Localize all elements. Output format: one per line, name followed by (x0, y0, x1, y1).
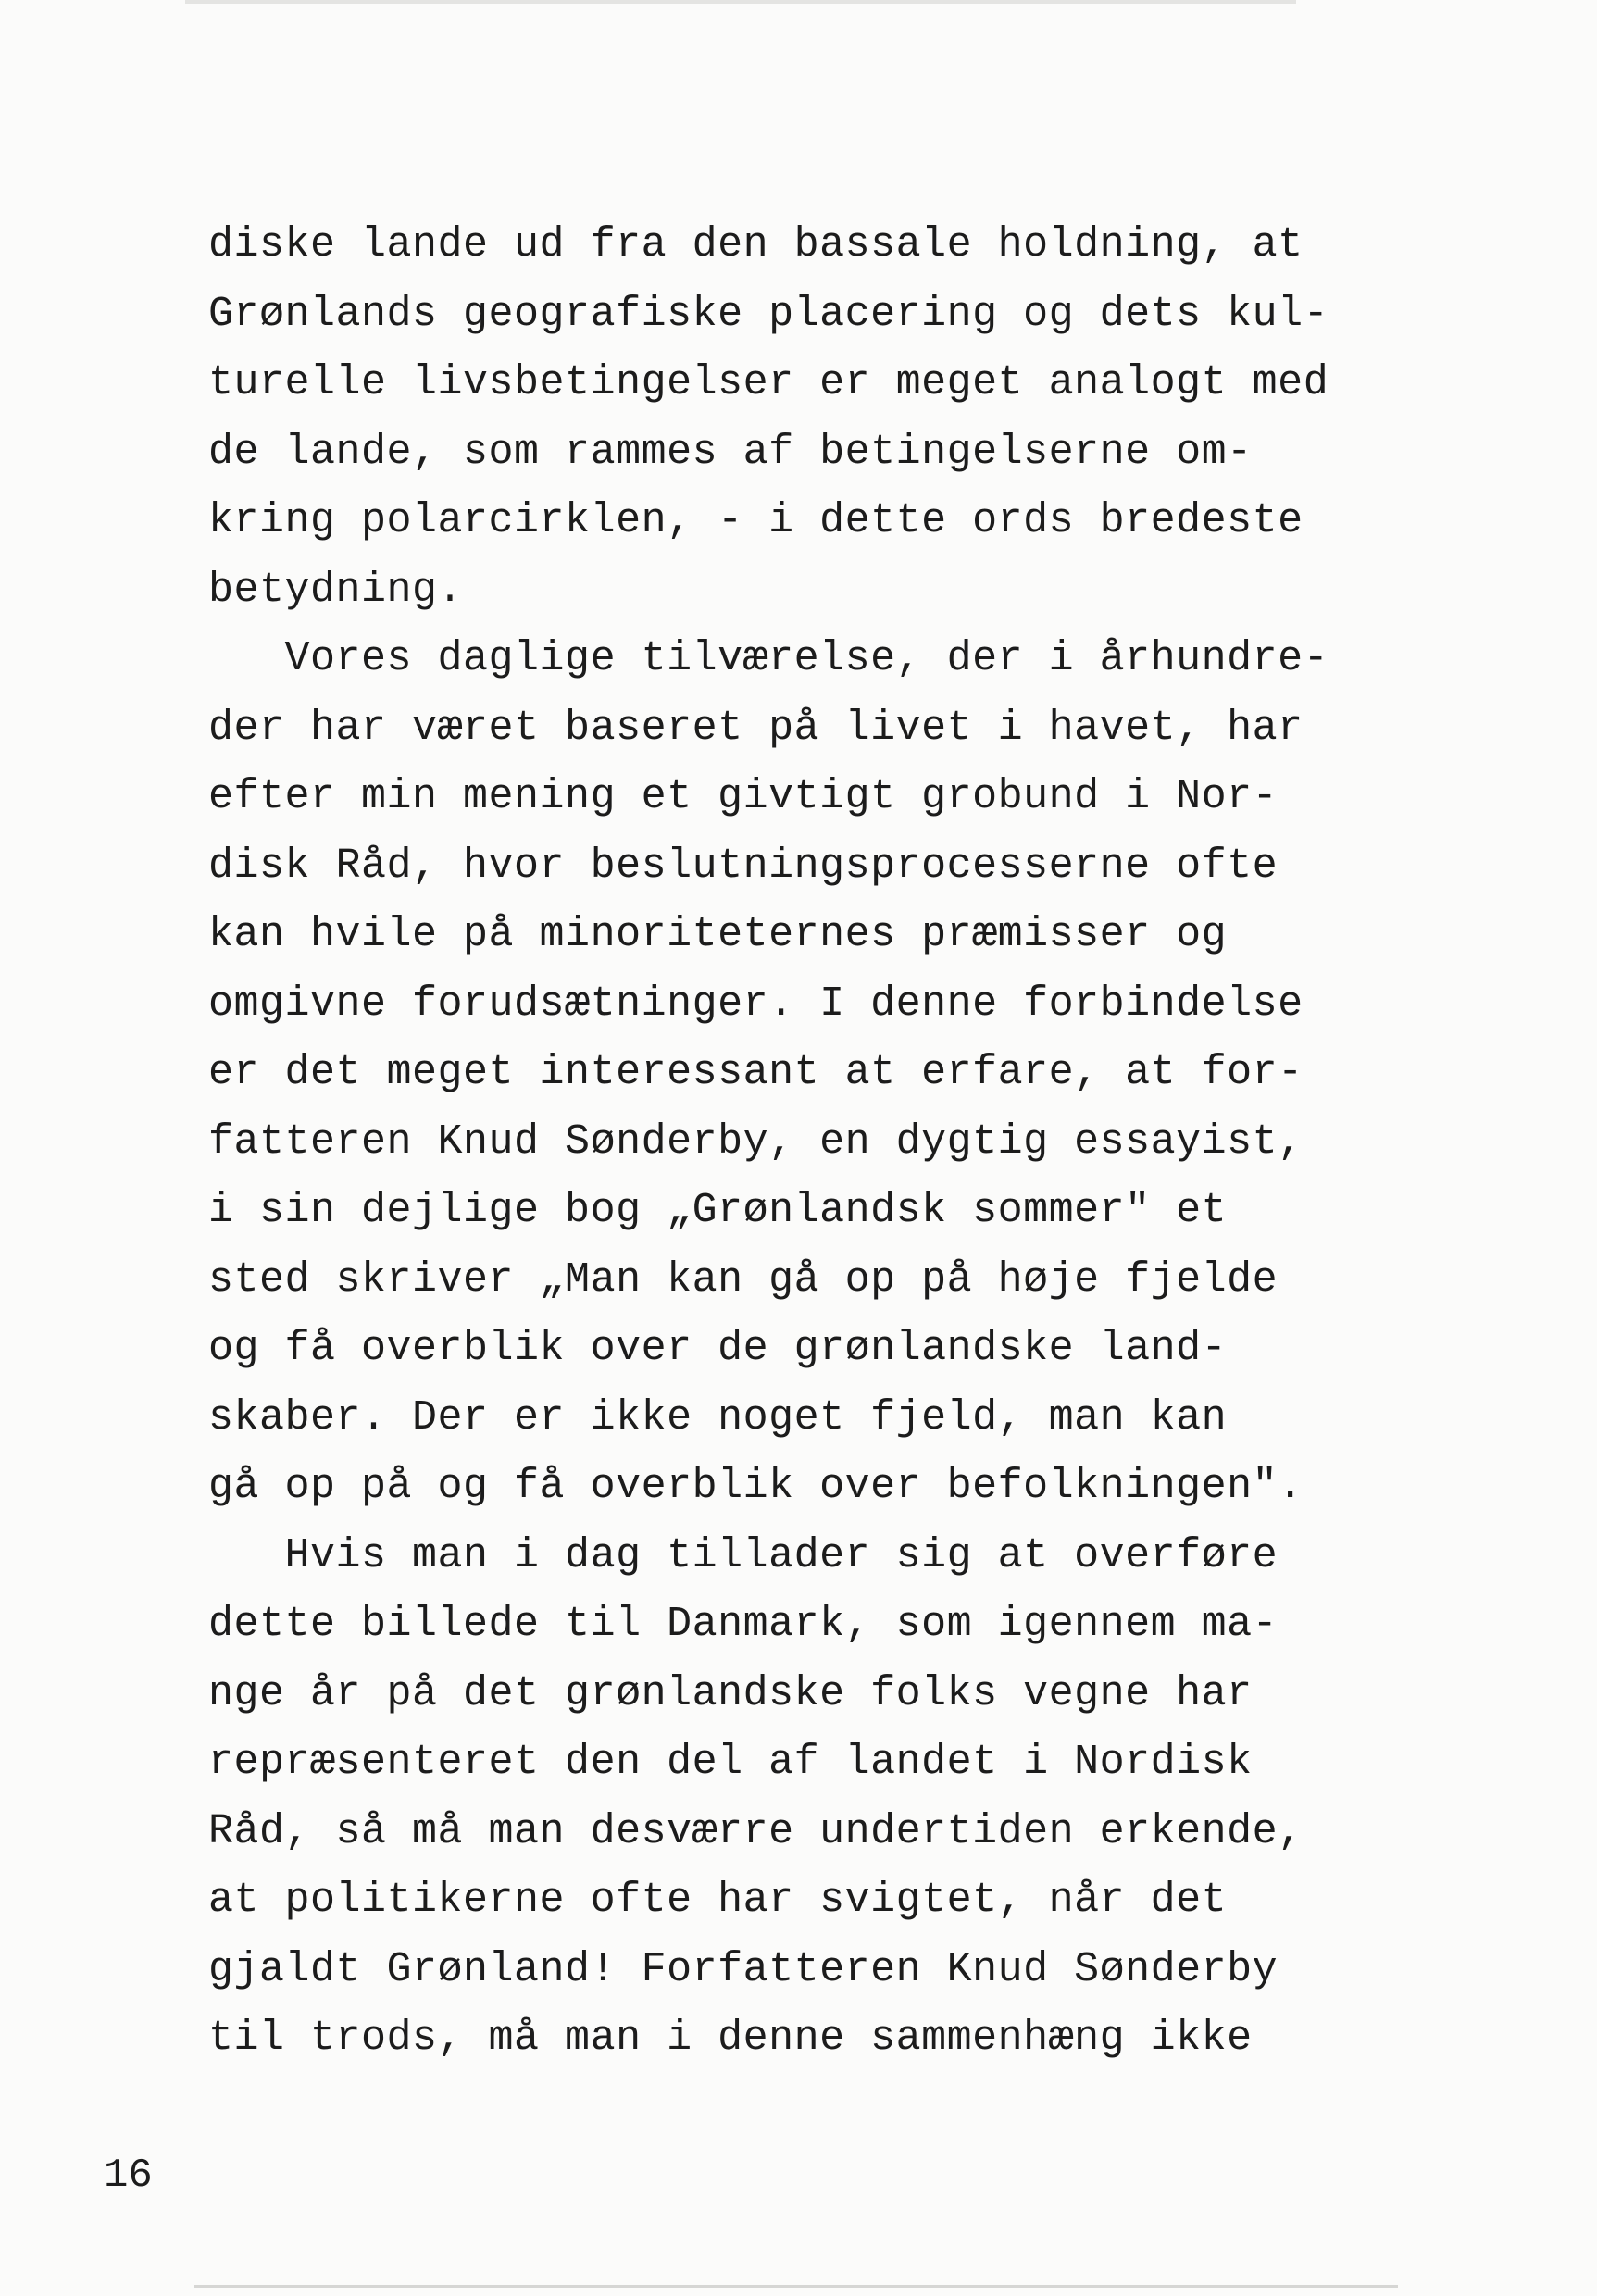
text-line: at politikerne ofte har svigtet, når det (208, 1877, 1228, 1924)
text-line: betydning. (208, 566, 464, 614)
page-edge-top (185, 0, 1296, 4)
text-line: Hvis man i dag tillader sig at overføre (208, 1531, 1279, 1579)
text-line: omgivne forudsætninger. I denne forbindelse (208, 980, 1304, 1028)
text-line: skaber. Der er ikke noget fjeld, man kan (208, 1393, 1228, 1441)
text-line: disk Råd, hvor beslutningsprocesserne ofte (208, 842, 1279, 890)
text-line: i sin dejlige bog „Grønlandsk sommer" et (208, 1187, 1228, 1234)
text-line: diske lande ud fra den bassale holdning, at (208, 221, 1304, 268)
body-text (208, 211, 1467, 2074)
text-line: Grønlands geografiske placering og dets kul- (208, 290, 1329, 338)
text-line: fatteren Knud Sønderby, en dygtig essayist, (208, 1117, 1304, 1166)
text-line: dette billede til Danmark, som igennem ma- (208, 1601, 1279, 1648)
text-line: og få overblik over de grønlandske land- (208, 1325, 1228, 1372)
text-line: nge år på det grønlandske folks vegne har (208, 1669, 1253, 1717)
text-line: Vores daglige tilværelse, der i århundre- (208, 635, 1329, 682)
text-line: sted skriver „Man kan gå op på høje fjelde (208, 1255, 1279, 1304)
text-line: efter min mening et givtigt grobund i Nor- (208, 773, 1279, 820)
text-line: turelle livsbetingelser er meget analogt med (208, 359, 1329, 406)
text-line: de lande, som rammes af betingelserne om- (208, 428, 1253, 476)
text-line: er det meget interessant at erfare, at for- (208, 1049, 1304, 1096)
text-line: repræsenteret den del af landet i Nordisk (208, 1739, 1253, 1786)
text-line: gå op på og få overblik over befolkningen". (208, 1463, 1304, 1510)
text-line: kan hvile på minoriteternes præmisser og (208, 911, 1228, 958)
text-line: der har været baseret på livet i havet, har (208, 704, 1304, 752)
page-number: 16 (104, 2152, 153, 2199)
page-edge-bottom (194, 2285, 1398, 2288)
text-line: Råd, så må man desværre undertiden erkende, (208, 1807, 1304, 1855)
text-line: kring polarcirklen, - i dette ords bredeste (208, 497, 1304, 544)
text-line: til trods, må man i denne sammenhæng ikke (208, 2015, 1253, 2062)
text-line: gjaldt Grønland! Forfatteren Knud Sønderby (208, 1945, 1279, 1993)
